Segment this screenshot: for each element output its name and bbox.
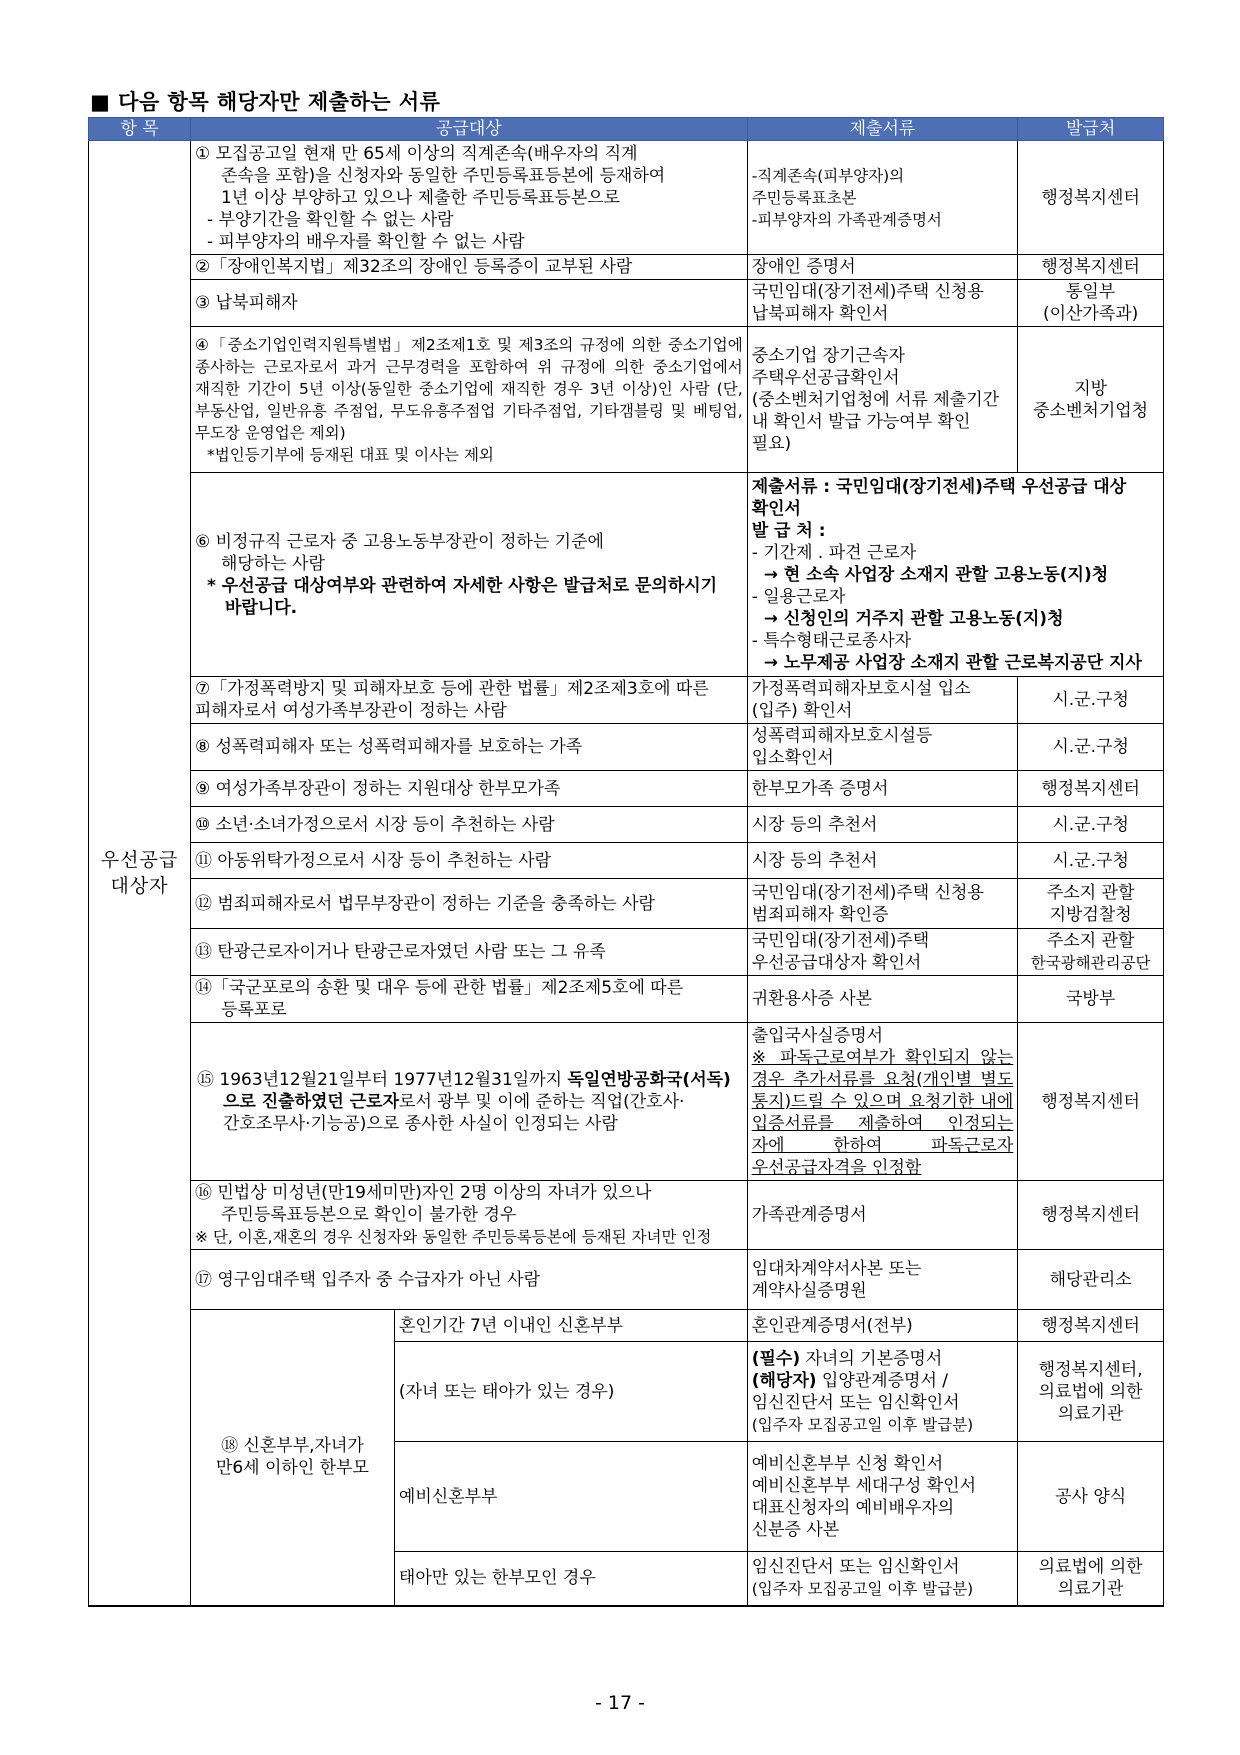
category-line: 우선공급: [100, 848, 179, 871]
document-line: 신분증 사본: [751, 1519, 840, 1540]
document-line: - 특수형태근로종사자: [751, 630, 912, 651]
document-note: ※ 파독근로여부가 확인되지 않는 경우 추가서류를 요청(개인별 별도 통지)드릴 수 있으며 요청기한 내에 입증서류를 제출하여 인정되는 자에 한하여 파독근로자 우선공급자격을 인정함: [751, 1047, 1014, 1178]
issuer-line: 주소지 관할: [1046, 882, 1135, 903]
issuer-line: 한국광해관리공단: [1030, 954, 1151, 972]
issuer-cell: 시.군.구청: [1018, 843, 1164, 879]
document-cell: 가정폭력피해자보호시설 입소(입주) 확인서: [747, 677, 1018, 724]
document-line: 출입국사실증명서: [751, 1025, 884, 1046]
document-line: 발 급 처 :: [751, 520, 826, 541]
target-text: ⑮ 1963년12월21일부터 1977년12월31일까지: [196, 1069, 568, 1090]
document-line: 중소기업 장기근속자: [751, 345, 905, 366]
issuer-cell: [1018, 879, 1164, 929]
issuer-cell: 시.군.구청: [1018, 677, 1164, 724]
issuer-cell: [1018, 280, 1164, 327]
document-cell: 한부모가족 증명서: [747, 771, 1018, 807]
target-cell: ⑧ 성폭력피해자 또는 성폭력피해자를 보호하는 가족: [190, 724, 747, 771]
issuer-cell: 시.군.구청: [1018, 724, 1164, 771]
issuer-cell: [1018, 929, 1164, 976]
issuer-line: 중소벤처기업청: [1033, 400, 1149, 421]
document-line: (입주자 모집공고일 이후 발급분): [751, 1580, 974, 1599]
document-line: 임신진단서 또는 임신확인서: [751, 1557, 960, 1578]
table-row: [89, 473, 1164, 677]
document-cell: 국민임대(장기전세)주택 신청용 납북피해자 확인서: [747, 280, 1018, 327]
target-line: ④「중소기업인력지원특별법」제2조제1호 및 제3조의 규정에 의한 중소기업에 종사하는 근로자로서 과거 근무경력을 포함하여 위 규정에 의한 중소기업에서 재직한 기간이 5년 이상(동일한 중소기업에 재직한 경우 3년 이상)인 사람 (단, 부동산업, 일반유흥 주점업, 무도유흥주점업 기타주점업, 기타갬블링 및 베팅업, 무도장 운영업은 제외): [194, 335, 743, 442]
category-cell: [89, 141, 191, 1606]
document-cell: [747, 1250, 1018, 1310]
target-cell: ⑫ 범죄피해자로서 법무부장관이 정하는 기준을 충족하는 사람: [190, 879, 747, 929]
documents-table: [88, 117, 1164, 1607]
issuer-cell: 해당관리소: [1018, 1250, 1164, 1310]
table-row: [89, 280, 1164, 327]
document-cell: [747, 327, 1018, 473]
document-line: -피부양자의 가족관계증명서: [751, 210, 942, 229]
document-cell: 성폭력피해자보호시설등 입소확인서: [747, 724, 1018, 771]
issuer-line: 주소지 관할: [1046, 931, 1135, 951]
target-cell: ③ 납북피해자: [190, 280, 747, 327]
page-number: - 17 -: [595, 1692, 645, 1714]
category-line: 대상자: [110, 874, 169, 897]
issuer-line: 지방: [1074, 378, 1108, 399]
issuer-line: 의료법에 의한: [1038, 1557, 1143, 1578]
table-row: [89, 724, 1164, 771]
issuer-cell: [1018, 327, 1164, 473]
document-line: -직계존속(피부양자)의 주민등록표초본: [751, 166, 905, 207]
table-row: [89, 255, 1164, 280]
issuer-cell: 행정복지센터: [1018, 1181, 1164, 1250]
target-cell: [190, 473, 747, 677]
document-cell: 시장 등의 추천서: [747, 843, 1018, 879]
issuer-cell: 행정복지센터: [1018, 141, 1164, 255]
issuer-line: 통일부: [1065, 282, 1116, 302]
document-cell: 시장 등의 추천서: [747, 807, 1018, 843]
issuer-cell: [1018, 1342, 1164, 1442]
target-cell: [190, 1181, 747, 1250]
target-cell: [190, 141, 747, 255]
document-text: 입양관계증명서 /: [816, 1370, 949, 1391]
table-row: [89, 1023, 1164, 1181]
issuer-cell: 행정복지센터: [1018, 1310, 1164, 1342]
document-line: [752, 1348, 1014, 1370]
table-row: [89, 1250, 1164, 1310]
table-row: [89, 807, 1164, 843]
target-cell: ⑨ 여성가족부장관이 정하는 지원대상 한부모가족: [190, 771, 747, 807]
document-cell: 국민임대(장기전세)주택 우선공급대상자 확인서: [747, 929, 1018, 976]
issuer-line: 행정복지센터,: [1038, 1359, 1143, 1380]
document-cell: [747, 141, 1018, 255]
document-line: [752, 1370, 1014, 1392]
document-cell: [747, 1442, 1018, 1552]
document-line: 예비신혼부부 신청 확인서: [751, 1453, 944, 1474]
table-row: [89, 327, 1164, 473]
target-note: * 우선공급 대상여부와 관련하여 자세한 사항은 발급처로 문의하시기 바랍니다.: [206, 575, 718, 618]
target-cell: [190, 327, 747, 473]
target-cell: ②「장애인복지법」제32조의 장애인 등록증이 교부된 사람: [190, 255, 747, 280]
document-label: (필수): [751, 1348, 801, 1369]
document-text: 자녀의 기본증명서: [800, 1348, 943, 1369]
target-cell: 예비신혼부부: [394, 1442, 747, 1552]
document-line: 임대차계약서사본 또는: [751, 1258, 922, 1279]
document-line: 제출서류 : 국민임대(장기전세)주택 우선공급 대상 확인서: [751, 476, 1127, 519]
document-line: (중소벤처기업청에 서류 제출기간 내 확인서 발급 가능여부 확인 필요): [751, 389, 1000, 454]
target-cell: ⑰ 영구임대주택 입주자 중 수급자가 아닌 사람: [190, 1250, 747, 1310]
document-line: → 노무제공 사업장 소재지 관할 근로복지공단 지사: [763, 652, 1142, 673]
document-line: 예비신혼부부 세대구성 확인서: [751, 1475, 976, 1496]
document-cell: [747, 473, 1163, 677]
target-cell: 태아만 있는 한부모인 경우: [394, 1552, 747, 1606]
document-label: (해당자): [751, 1370, 817, 1391]
issuer-line: (이산가족과): [1042, 304, 1139, 324]
document-line: 주택우선공급확인서: [751, 367, 900, 388]
group-line: ⑱ 신혼부부,자녀가: [221, 1436, 364, 1457]
target-line: 등록포로: [220, 1000, 287, 1020]
issuer-line: 의료기관: [1057, 1579, 1124, 1600]
group-line: 만6세 이하인 한부모: [215, 1458, 369, 1479]
issuer-cell: 공사 양식: [1018, 1442, 1164, 1552]
target-cell: [190, 1023, 747, 1181]
target-line: 주민등록표등본으로 확인이 불가한 경우: [220, 1205, 517, 1225]
table-row: [89, 677, 1164, 724]
table-row: [89, 976, 1164, 1023]
target-cell: ⑪ 아동위탁가정으로서 시장 등이 추천하는 사람: [190, 843, 747, 879]
target-cell: [190, 976, 747, 1023]
table-row: [89, 879, 1164, 929]
target-line: ⑯ 민법상 미성년(만19세미만)자인 2명 이상의 자녀가 있으나: [194, 1183, 652, 1203]
table-row: [89, 1310, 1164, 1342]
issuer-cell: 행정복지센터: [1018, 255, 1164, 280]
target-text: 로서 광부 및 이에 준하는 직업(간호사·간호조무사·기능공)으로 종사한 사실이 인정되는 사람: [222, 1091, 685, 1134]
document-cell: 국민임대(장기전세)주택 신청용 범죄피해자 확인증: [747, 879, 1018, 929]
table-row: [89, 843, 1164, 879]
issuer-cell: 행정복지센터: [1018, 771, 1164, 807]
section-heading: ■ 다음 항목 해당자만 제출하는 서류: [90, 90, 441, 114]
document-cell: 장애인 증명서: [747, 255, 1018, 280]
target-cell: (자녀 또는 태아가 있는 경우): [394, 1342, 747, 1442]
target-line: 존속을 포함)을 신청자와 동일한 주민등록표등본에 등재하여: [220, 165, 666, 186]
target-line: ① 모집공고일 현재 만 65세 이상의 직계존속(배우자의 직계: [194, 143, 638, 164]
document-cell: 혼인관계증명서(전부): [747, 1310, 1018, 1342]
target-line: - 피부양자의 배우자를 확인할 수 없는 사람: [206, 231, 525, 252]
target-text-bold: 독일연방공화국(서독)으로 진출하였던 근로자: [222, 1069, 731, 1112]
target-line: - 부양기간을 확인할 수 없는 사람: [206, 209, 454, 230]
target-cell: ⑩ 소년·소녀가정으로서 시장 등이 추천하는 사람: [190, 807, 747, 843]
table-row: [89, 771, 1164, 807]
target-cell: ⑦「가정폭력방지 및 피해자보호 등에 관한 법률」제2조제3호에 따른 피해자로서 여성가족부장관이 정하는 사람: [190, 677, 747, 724]
document-cell: [747, 1552, 1018, 1606]
table-row: [89, 929, 1164, 976]
issuer-line: 의료법에 의한: [1038, 1381, 1143, 1402]
issuer-cell: 국방부: [1018, 976, 1164, 1023]
issuer-line: 지방검찰청: [1049, 904, 1132, 925]
header-item: 항 목: [89, 118, 191, 141]
group-cell: [190, 1310, 394, 1606]
issuer-cell: 행정복지센터: [1018, 1023, 1164, 1181]
document-line: - 일용근로자: [751, 586, 846, 607]
target-cell: ⑬ 탄광근로자이거나 탄광근로자였던 사람 또는 그 유족: [190, 929, 747, 976]
table-row: [89, 1181, 1164, 1250]
document-cell: 귀환용사증 사본: [747, 976, 1018, 1023]
document-line: 임신진단서 또는 임신확인서: [751, 1392, 960, 1413]
document-cell: [747, 1342, 1018, 1442]
target-line: *법인등기부에 등재된 대표 및 이사는 제외: [206, 445, 494, 464]
issuer-cell: 시.군.구청: [1018, 807, 1164, 843]
document-line: → 현 소속 사업장 소재지 관할 고용노동(지)청: [763, 564, 1109, 585]
document-line: 계약사실증명원: [751, 1280, 867, 1301]
header-issuer: 발급처: [1018, 118, 1164, 141]
document-line: 대표신청자의 예비배우자의: [751, 1497, 955, 1518]
document-line: → 신청인의 거주지 관할 고용노동(지)청: [763, 608, 1064, 629]
document-line: - 기간제 . 파견 근로자: [751, 542, 917, 563]
header-documents: 제출서류: [747, 118, 1018, 141]
header-target: 공급대상: [190, 118, 747, 141]
target-note: ※ 단, 이혼,재혼의 경우 신청자와 동일한 주민등록등본에 등재된 자녀만 인정: [194, 1228, 712, 1246]
target-cell: 혼인기간 7년 이내인 신혼부부: [394, 1310, 747, 1342]
issuer-cell: [1018, 1552, 1164, 1606]
target-line: ⑥ 비정규직 근로자 중 고용노동부장관이 정하는 기준에: [194, 531, 604, 552]
table-row: [89, 141, 1164, 255]
document-cell: 가족관계증명서: [747, 1181, 1018, 1250]
document-cell: [747, 1023, 1018, 1181]
target-line: 1년 이상 부양하고 있으나 제출한 주민등록표등본으로: [220, 187, 621, 208]
document-line: (입주자 모집공고일 이후 발급분): [751, 1415, 974, 1434]
target-line: ⑭「국군포로의 송환 및 대우 등에 관한 법률」제2조제5호에 따른: [194, 978, 684, 998]
issuer-line: 의료기관: [1057, 1403, 1124, 1424]
table-header-row: [89, 118, 1164, 141]
target-line: 해당하는 사람: [220, 553, 325, 574]
